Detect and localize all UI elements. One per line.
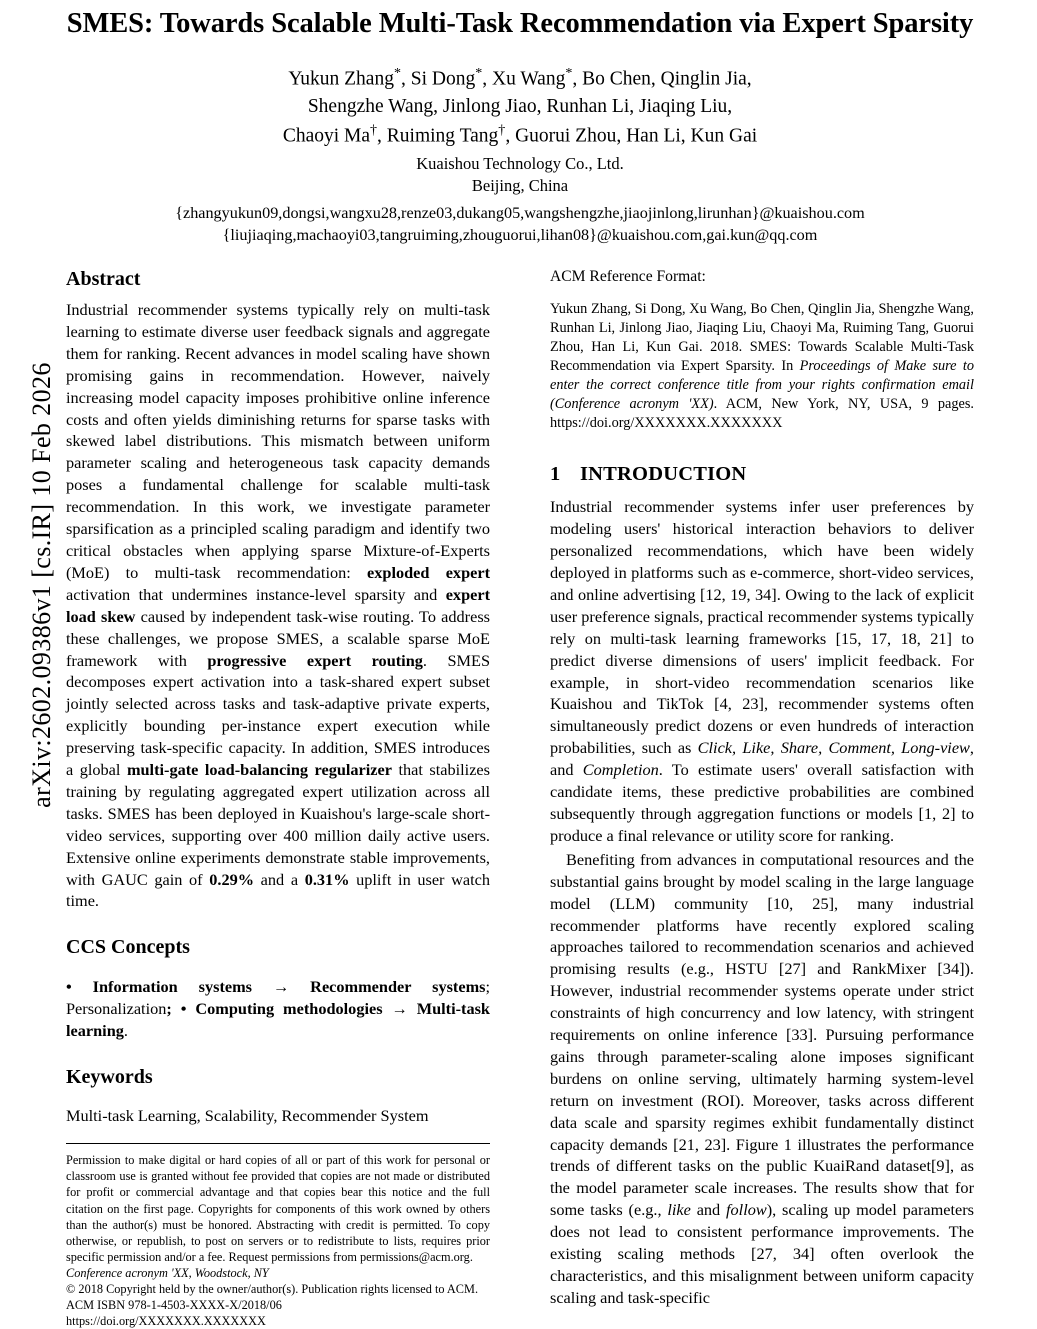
intro-p1-text-c: . To estimate users' overall satisfaction with candidate items, these predictive probabilities are combined subsequently through aggregation functions or models [1, 2] to produce a final relevance or utility score for ranking. — [550, 760, 975, 845]
intro-p1-italic-tasks: Click, Like, Share, Comment, Long-view — [697, 738, 970, 758]
intro-p1-text-b: , and — [550, 738, 974, 780]
abstract-text-a: Industrial recommender systems typically rely on multi-task learning to estimate diverse user feedback signals and aggregate them for ranking. Recent advances in model scaling have shown promising gains in recommendation. However, naively increasing model capacity imposes prohibitive online inference costs and often yields diminishing returns for sparse tasks with skewed label distributions. This mismatch between uniform parameter scaling and heterogeneous task capacity demands poses a fundamental challenge for scalable multi-task recommendation. In this work, we investigate parameter sparsification as a principled scaling paradigm and identify two critical obstacles when applying sparse Mixture-of-Experts (MoE) to multi-task recommendation: — [66, 300, 490, 582]
paper-header — [66, 0, 974, 246]
footnote-permission: Permission to make digital or hard copies of all or part of this work for personal or classroom use is granted without fee provided that copies are not made or distributed for profit or commercial advantage and that copies bear this notice and the full citation on the first page. Copyrights for components of this work owned by others than the author(s) must be honored. Abstracting with credit is permitted. To copy otherwise, or republish, to post on servers or to redistribute to lists, requires prior specific permission and/or a fee. Request permissions from permissions@acm.org. — [66, 1153, 490, 1264]
abstract-heading: Abstract — [66, 268, 141, 290]
intro-p2-text-b: and — [690, 1200, 727, 1220]
footnote-copyright: © 2018 Copyright held by the owner/author(s). Publication rights licensed to ACM. — [66, 1282, 479, 1297]
ccs-term-4: . — [123, 1020, 128, 1040]
abstract-text-g: uplift in user watch time. — [66, 869, 490, 911]
footnote-isbn: ACM ISBN 978-1-4503-XXXX-X/2018/06 — [66, 1298, 282, 1313]
intro-p2-text-c: ), scaling up model parameters does not lead to consistent performance improvements. The existing scaling methods [27, 34] often overlook the characteristics, and this misalignment between uniform capacity scaling and task-specific — [550, 1200, 974, 1307]
keywords-heading: Keywords — [66, 1065, 153, 1088]
intro-p2-italic-follow: follow — [726, 1200, 767, 1220]
abstract-bold-watch-time-uplift: 0.31% — [304, 869, 350, 889]
abstract-text-c: caused by independent task-wise routing. To address these challenges, we propose SMES, a scalable sparse MoE framework with — [66, 606, 491, 670]
abstract-bold-exploded-expert: exploded expert — [367, 562, 490, 582]
ccs-term-3: ; • Computing methodologies → Multi-task learning — [66, 998, 490, 1040]
author-list — [66, 64, 974, 150]
intro-p2-text-a: Benefiting from advances in computational resources and the substantial gains brought by model scaling in the large language model (LLM) community [10, 25], many industrial recommender platforms have recently explored scaling approaches tailored to recommendation scenarios and achieved promising results (e.g., HSTU [27] and RankMixer [34]). However, industrial recommender systems operate under strict constraints of high concurrency and low latency, with stringent requirements on online inference [33]. Pursuing performance gains through parameter-scaling alone imposes significant burdens on online serving, ultimately harming system-level return on investment (ROI). Moreover, tasks across different data scale and sparsity regimes exhibit fundamentally distinct capacity demands [21, 23]. Figure 1 illustrates the performance trends of different tasks on the public KuaiRand dataset[9], as the model parameter scale increases. The results show that for some tasks (e.g., — [550, 849, 974, 1220]
acm-reference-proceedings-title: Proceedings of Make sure to enter the correct conference title from your rights confirmation email (Conference acronym 'XX) — [550, 358, 975, 413]
intro-p2-italic-like: like — [667, 1200, 691, 1220]
acm-reference-text-a: Yukun Zhang, Si Dong, Xu Wang, Bo Chen, Qinglin Jia, Shengzhe Wang, Runhan Li, Jinlong Jiao, Jiaqing Liu, Chaoyi Ma, Ruiming Tang, Guorui Zhou, Han Li, Kun Gai. 2018. SMES: Towards Scalable Multi-Task Recommendation via Expert Sparsity. In — [550, 301, 974, 375]
author-line-2: Shengzhe Wang, Jinlong Jiao, Runhan Li, Jiaqing Liu, — [307, 96, 733, 118]
affiliation-line-2: Beijing, China — [471, 176, 569, 196]
ccs-concepts-heading: CCS Concepts — [66, 936, 190, 959]
email-line-1: {zhangyukun09,dongsi,wangxu28,renze03,dukang05,wangshengzhe,jiaojinlong,lirunhan}@kuaishou.com — [175, 203, 865, 222]
introduction-paragraph-2 — [550, 849, 974, 1309]
author-line-1: Yukun Zhang*, Si Dong*, Xu Wang*, Bo Chen, Qinglin Jia, — [288, 64, 752, 90]
introduction-number: 1 — [550, 463, 561, 486]
abstract-bold-gauc-gain: 0.29% — [209, 869, 255, 889]
footnote-doi[interactable]: https://doi.org/XXXXXXX.XXXXXXX — [66, 1314, 266, 1329]
copyright-footnote — [66, 1152, 490, 1329]
abstract-text-f: and a — [254, 869, 305, 889]
left-column — [66, 268, 490, 1329]
acm-reference-heading: ACM Reference Format: — [550, 268, 706, 285]
abstract-text-d: . SMES decomposes expert activation into a task-shared expert subset jointly selected across tasks and task-adaptive private experts, explicitly bounding per-instance expert execution while preserving task-specific capacity. In addition, SMES introduces a global — [66, 650, 490, 780]
abstract-text-b: activation that undermines instance-level sparsity and — [66, 584, 446, 604]
introduction-title: INTRODUCTION — [580, 463, 747, 486]
abstract-bold-load-balancing-regularizer: multi-gate load-balancing regularizer — [126, 760, 392, 780]
introduction-heading — [550, 463, 974, 486]
abstract-text-e: that stabilizes training by regulating aggregated expert utilization across all tasks. SMES has been deployed in Kuaishou's large-scale short-video services, supporting over 400 million daily active users. Extensive online experiments demonstrate stable improvements, with GAUC gain of — [66, 760, 490, 889]
page-title: SMES: Towards Scalable Multi-Task Recommendation via Expert Sparsity — [66, 8, 974, 39]
abstract-bold-progressive-expert-routing: progressive expert routing — [207, 650, 423, 670]
abstract-paragraph — [66, 299, 490, 912]
footnote-divider — [66, 1143, 490, 1144]
keywords-text: Multi-task Learning, Scalability, Recommender System — [66, 1105, 429, 1125]
introduction-paragraph-1 — [550, 496, 974, 847]
right-column — [550, 268, 974, 1309]
intro-p1-italic-completion: Completion — [582, 760, 659, 780]
ccs-term-1: • Information systems → Recommender systems — [66, 976, 486, 996]
abstract-bold-expert-load-skew: expert load skew — [66, 584, 490, 626]
arxiv-identifier-stamp: arXiv:2602.09386v1 [cs.IR] 10 Feb 2026 — [27, 362, 56, 808]
two-column-body — [66, 268, 975, 1329]
author-emails — [66, 203, 974, 246]
email-line-2: {liujiaqing,machaoyi03,tangruiming,zhouguorui,lihan08}@kuaishou.com,gai.kun@qq.com — [222, 225, 818, 244]
acm-reference-text — [550, 300, 974, 433]
author-line-3: Chaoyi Ma†, Ruiming Tang†, Guorui Zhou, Han Li, Kun Gai — [282, 121, 758, 147]
ccs-concepts-text — [66, 976, 490, 1042]
affiliation — [66, 153, 974, 198]
ccs-term-2: ; Personalization — [66, 976, 490, 1018]
affiliation-line-1: Kuaishou Technology Co., Ltd. — [416, 153, 624, 173]
footnote-venue: Conference acronym 'XX, Woodstock, NY — [66, 1265, 269, 1280]
acm-reference-text-b: . ACM, New York, NY, USA, 9 pages. https://doi.org/XXXXXXX.XXXXXXX — [550, 396, 974, 432]
intro-p1-text-a: Industrial recommender systems infer user preferences by modeling users' historical interaction behaviors to deliver personalized recommendations, which have been widely deployed in platforms such as e-commerce, short-video services, and online advertising [12, 19, 34]. Owing to the lack of explicit user preference signals, practical recommender systems typically rely on multi-task learning frameworks [15, 17, 18, 21] to predict diverse dimensions of users' implicit feedback. For example, in short-video recommendation scenarios like Kuaishou and TikTok [4, 23], recommender systems often simultaneously predict dozens or even hundreds of interaction probabilities, such as — [550, 497, 974, 758]
